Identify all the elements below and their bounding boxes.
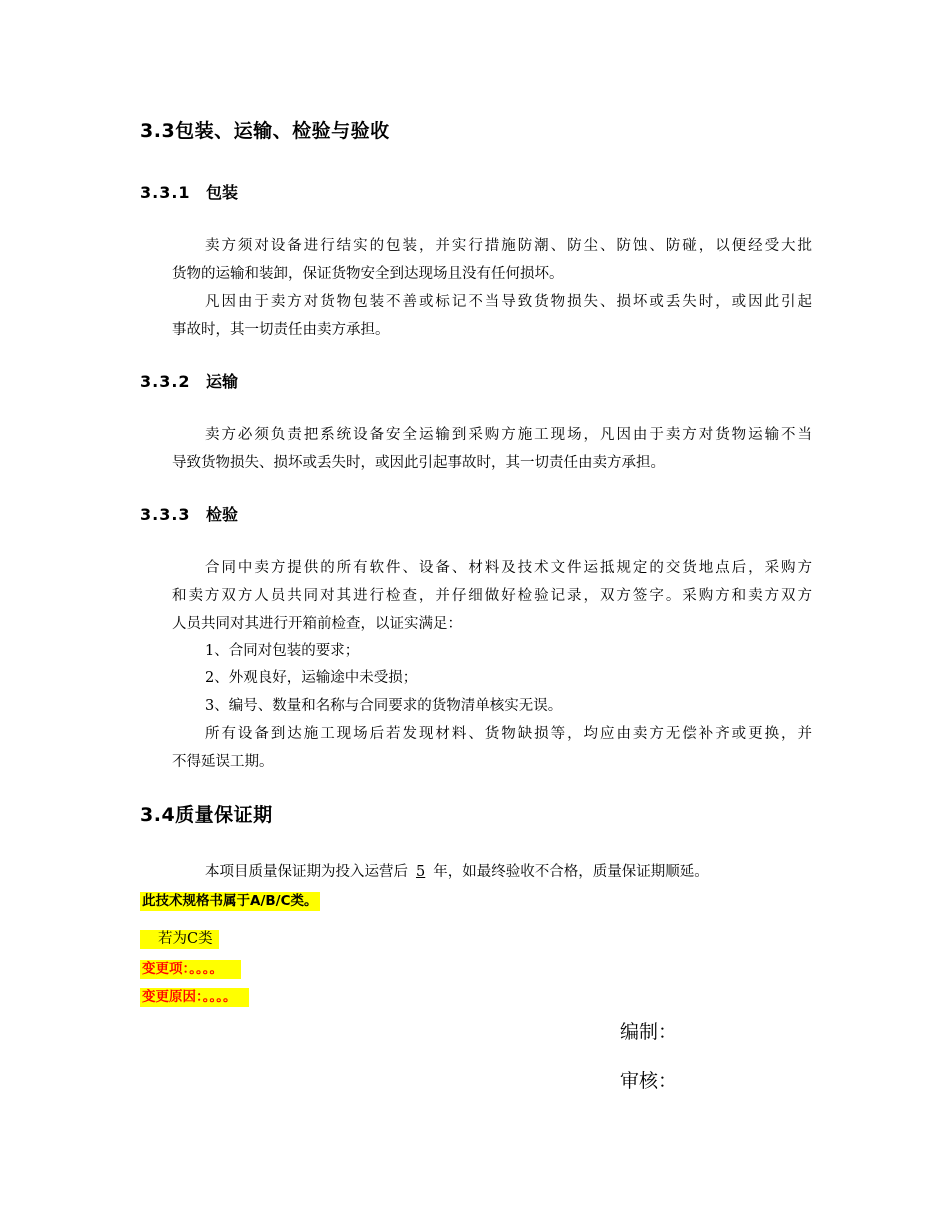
if-c-note xyxy=(140,927,219,948)
paragraph-line: 事故时，其一切责任由卖方承担。 xyxy=(172,322,390,338)
subsection-number: 3.3.3 xyxy=(140,505,191,524)
list-item: 2、外观良好，运输途中未受损； xyxy=(205,670,418,686)
change-item-text: 变更项：。。。。 xyxy=(140,960,241,979)
subsection-title: 包装 xyxy=(206,183,239,202)
warranty-text-before: 本项目质量保证期为投入运营后 xyxy=(205,864,408,880)
paragraph-line: 和卖方双方人员共同对其进行检查，并仔细做好检验记录，双方签字。采购方和卖方双方 xyxy=(172,588,812,604)
category-note xyxy=(140,889,320,909)
subsection-heading-3-3-1 xyxy=(140,180,238,203)
subsection-title: 运输 xyxy=(206,372,239,391)
subsection-heading-3-3-2 xyxy=(140,369,238,392)
if-c-note-text: 若为C类 xyxy=(140,930,219,949)
subsection-heading-3-3-3 xyxy=(140,502,238,525)
paragraph-line: 导致货物损失、损坏或丢失时，或因此引起事故时，其一切责任由卖方承担。 xyxy=(172,455,665,471)
subsection-number: 3.3.1 xyxy=(140,183,191,202)
subsection-number: 3.3.2 xyxy=(140,372,191,391)
paragraph-line: 人员共同对其进行开箱前检查，以证实满足： xyxy=(172,616,462,632)
paragraph-line: 合同中卖方提供的所有软件、设备、材料及技术文件运抵规定的交货地点后，采购方 xyxy=(205,560,812,576)
paragraph-line: 货物的运输和装卸，保证货物安全到达现场且没有任何损坏。 xyxy=(172,266,564,282)
paragraph-line: 凡因由于卖方对货物包装不善或标记不当导致货物损失、损坏或丢失时，或因此引起 xyxy=(205,294,812,310)
category-note-text: 此技术规格书属于A/B/C类。 xyxy=(142,893,318,909)
paragraph-line: 卖方须对设备进行结实的包装，并实行措施防潮、防尘、防蚀、防碰，以便经受大批 xyxy=(205,238,812,254)
warranty-years: 5 xyxy=(416,864,426,880)
paragraph-line: 不得延误工期。 xyxy=(172,754,274,770)
list-item: 3、编号、数量和名称与合同要求的货物清单核实无误。 xyxy=(205,698,563,714)
reviewed-by-label: 审核： xyxy=(620,1070,678,1092)
change-reason-text: 变更原因：。。。。 xyxy=(140,988,249,1007)
subsection-title: 检验 xyxy=(206,505,239,524)
list-item: 1、合同对包装的要求； xyxy=(205,643,360,659)
section-heading-3-3: 3.3包装、运输、检验与验收 xyxy=(140,120,390,142)
warranty-text-after: 年，如最终验收不合格，质量保证期顺延。 xyxy=(433,864,709,880)
paragraph-line: 所有设备到达施工现场后若发现材料、货物缺损等，均应由卖方无偿补齐或更换，并 xyxy=(205,726,812,742)
change-reason-note xyxy=(140,985,249,1005)
compiled-by-label: 编制： xyxy=(620,1021,678,1043)
change-item-note xyxy=(140,957,241,977)
section-heading-3-4: 3.4质量保证期 xyxy=(140,804,273,826)
paragraph-line: 卖方必须负责把系统设备安全运输到采购方施工现场，凡因由于卖方对货物运输不当 xyxy=(205,427,812,443)
warranty-paragraph xyxy=(205,860,709,881)
